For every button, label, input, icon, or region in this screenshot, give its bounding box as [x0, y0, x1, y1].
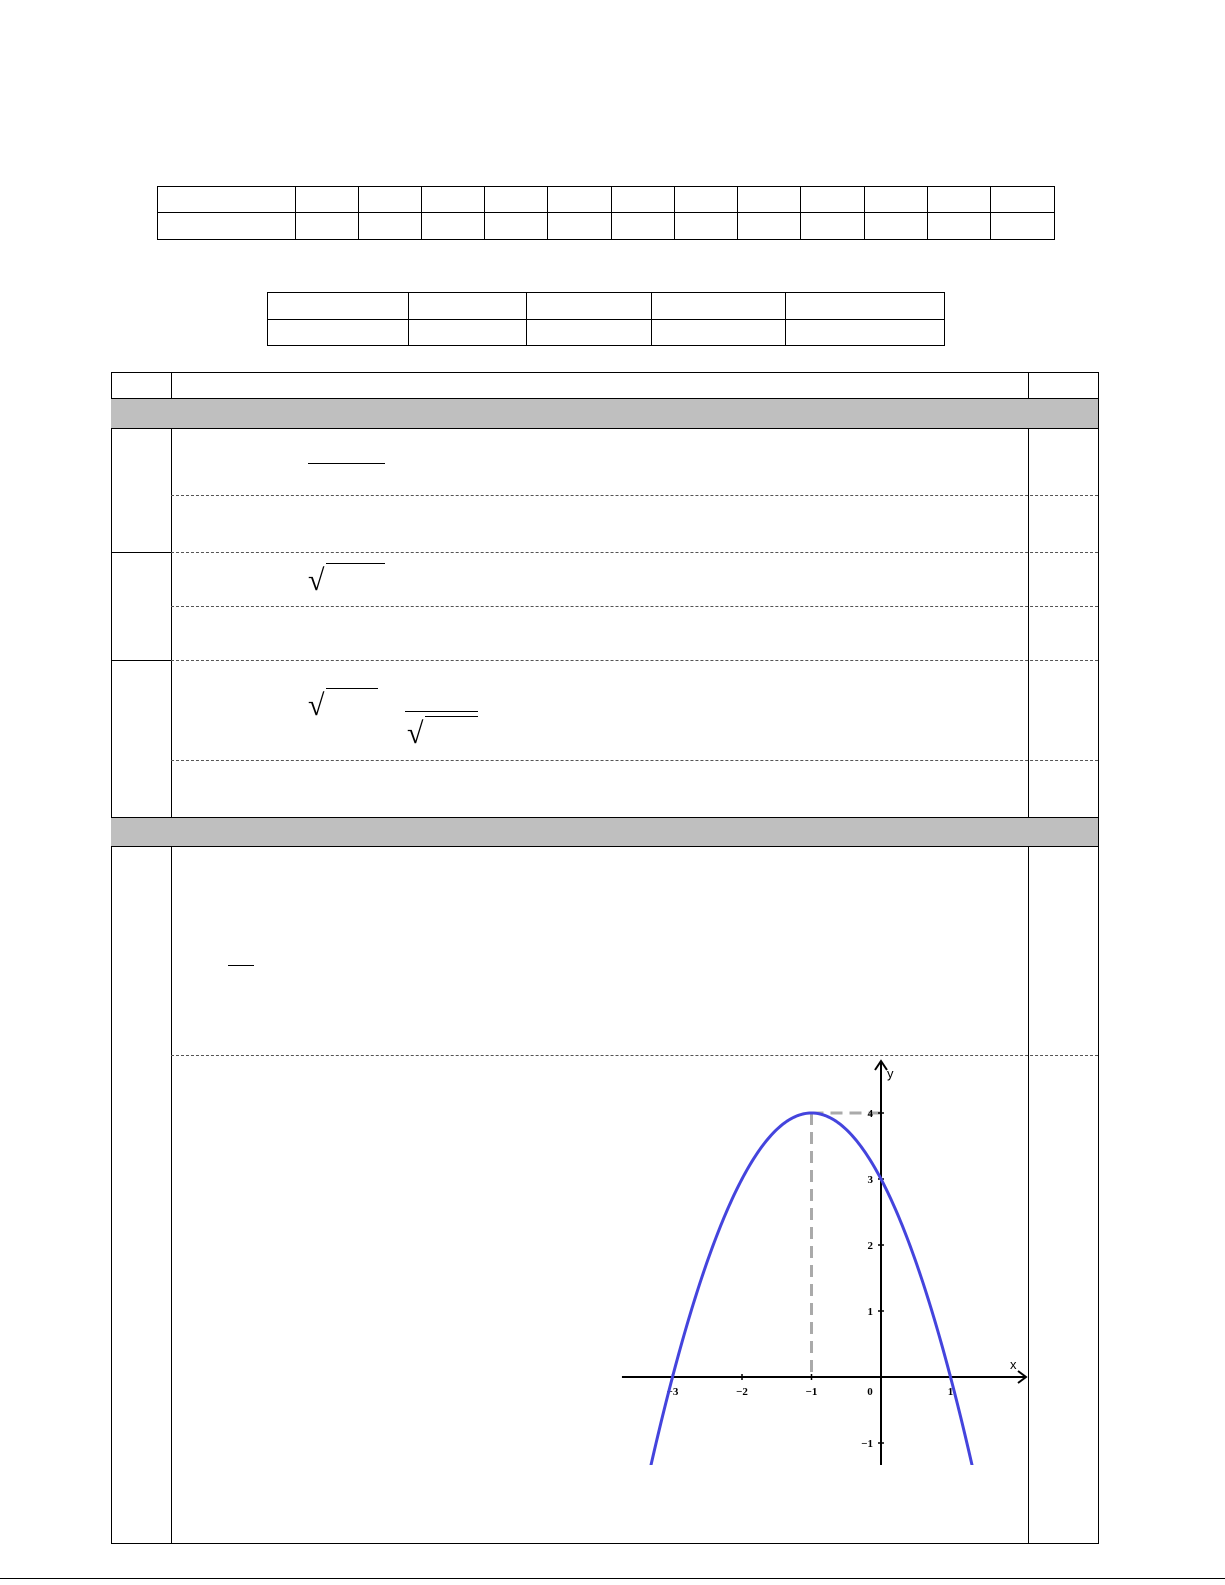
fraction-bar-2: [405, 711, 478, 712]
radical-vinculum-3: [425, 716, 478, 717]
y-tick-label: 1: [867, 1306, 873, 1318]
x-tick-label: −1: [805, 1386, 818, 1398]
section-band-1: [111, 398, 1098, 429]
x-tick-label: 1: [947, 1386, 954, 1398]
page-bottom-rule: [0, 1578, 1225, 1579]
x-tick-label: −2: [736, 1386, 748, 1398]
section-band-2: [111, 817, 1098, 847]
y-tick-label: 4: [867, 1108, 873, 1120]
parabola-graph: [600, 1055, 1030, 1475]
axis-x-label: x: [1010, 1357, 1017, 1372]
x-tick-label: −3: [666, 1386, 679, 1398]
axes: [622, 1061, 1026, 1465]
fraction-bar-1: [308, 463, 385, 464]
fraction-bar-3: [228, 965, 254, 966]
y-tick-label: −1: [861, 1438, 873, 1450]
axis-y-label: y: [887, 1066, 894, 1081]
radical-vinculum-2: [326, 688, 378, 689]
radical-sign-2: √: [308, 689, 325, 722]
radical-sign-1: √: [308, 564, 325, 597]
radical-vinculum-1: [326, 563, 385, 564]
y-tick-label: 3: [867, 1174, 873, 1186]
tick-labels: [667, 1108, 954, 1450]
radical-sign-3: √: [407, 717, 424, 750]
y-tick-label: 2: [867, 1240, 873, 1252]
x-tick-label: 0: [867, 1386, 873, 1398]
